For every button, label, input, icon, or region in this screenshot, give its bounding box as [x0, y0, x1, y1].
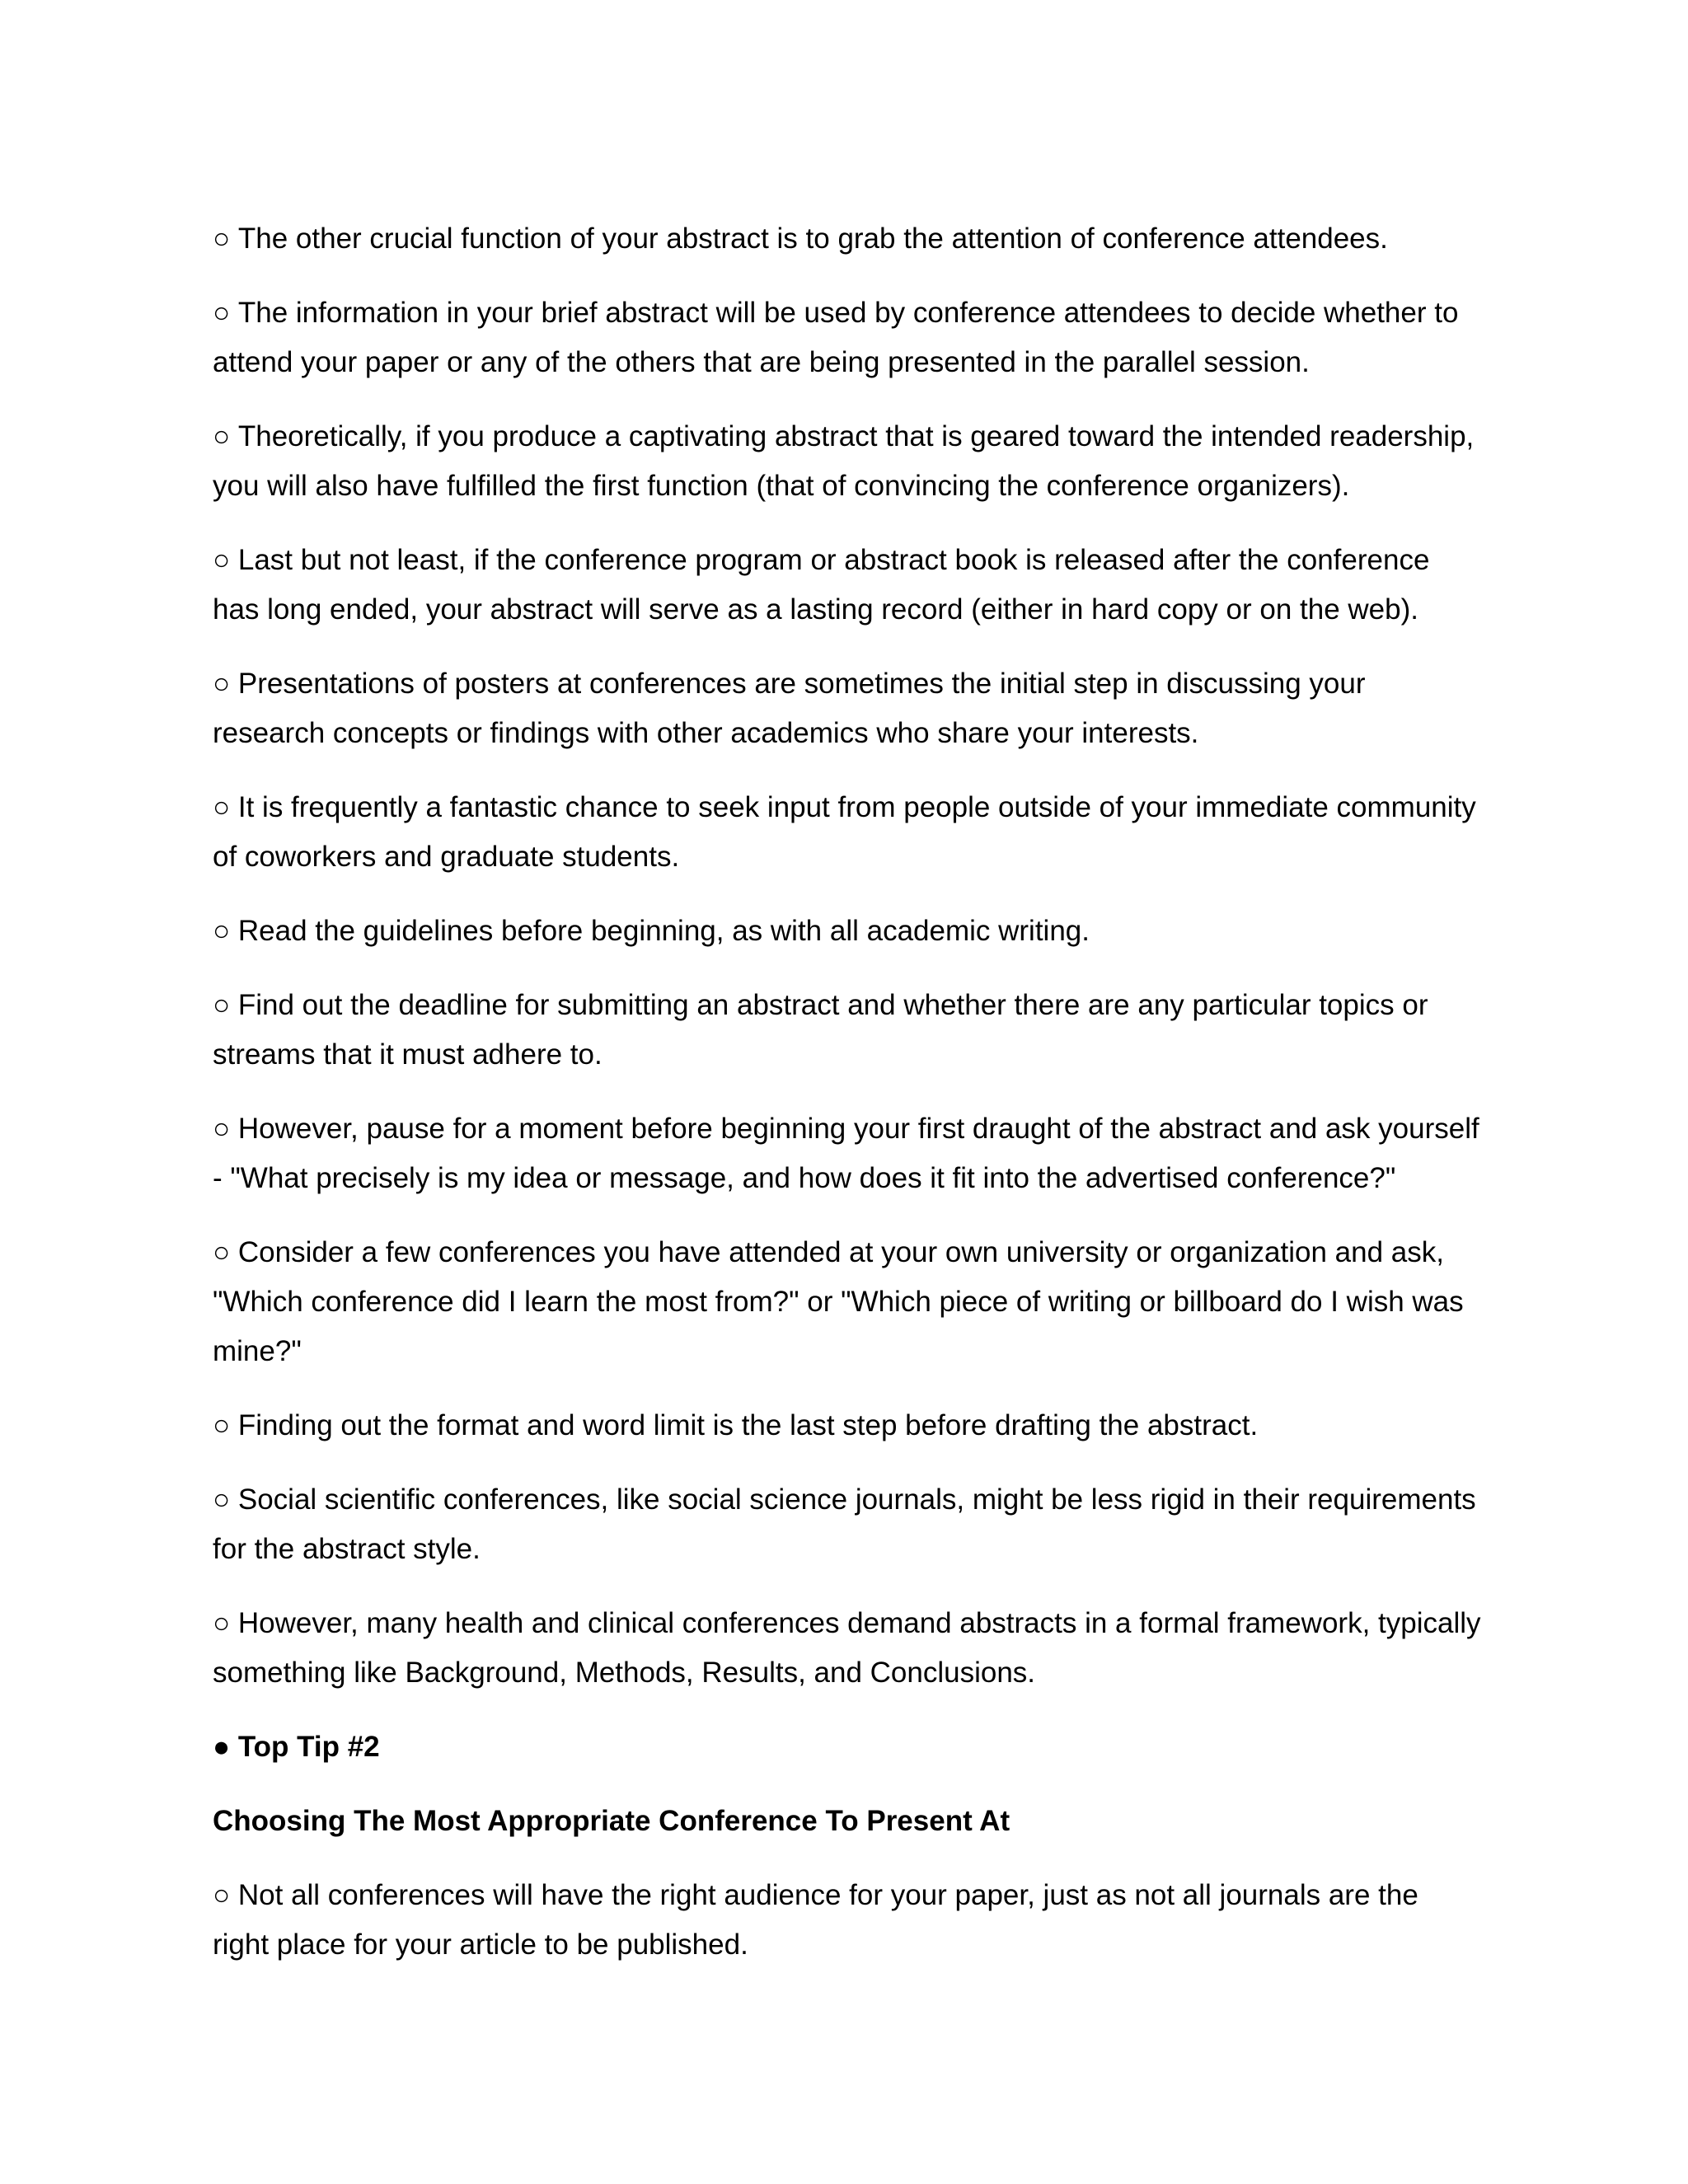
bullet-paragraph: ○ Last but not least, if the conference program or abstract book is released after the conference has long ended, your abstract will serve as a lasting record (either in hard copy or on the web).	[213, 536, 1482, 635]
bullet-paragraph: ○ Not all conferences will have the right audience for your paper, just as not all journals are the right place for your article to be published.	[213, 1871, 1482, 1970]
bullet-paragraph: ○ Finding out the format and word limit is the last step before drafting the abstract.	[213, 1401, 1482, 1451]
bullet-paragraph: ○ The other crucial function of your abstract is to grab the attention of conference attendees.	[213, 214, 1482, 264]
bullet-paragraph: ○ However, many health and clinical conferences demand abstracts in a formal framework, typically something like Background, Methods, Results, and Conclusions.	[213, 1599, 1482, 1698]
bullet-paragraph: ○ Presentations of posters at conferences are sometimes the initial step in discussing your research concepts or findings with other academics who share your interests.	[213, 659, 1482, 758]
bullet-paragraph: ○ Consider a few conferences you have attended at your own university or organization and ask, "Which conference did I learn the most from?" or "Which piece of writing or billboard do I wish was mine?"	[213, 1228, 1482, 1376]
bullet-paragraph: ○ Read the guidelines before beginning, as with all academic writing.	[213, 907, 1482, 956]
document-page	[213, 214, 1482, 1994]
bullet-paragraph: ○ Theoretically, if you produce a captivating abstract that is geared toward the intended readership, you will also have fulfilled the first function (that of convincing the conference organizers).	[213, 412, 1482, 511]
bullet-paragraph: ○ The information in your brief abstract will be used by conference attendees to decide whether to attend your paper or any of the others that are being presented in the parallel session.	[213, 288, 1482, 387]
bullet-paragraph: ○ However, pause for a moment before beginning your first draught of the abstract and ask yourself - "What precisely is my idea or message, and how does it fit into the advertised conference?"	[213, 1104, 1482, 1203]
bullet-paragraph: ○ It is frequently a fantastic chance to seek input from people outside of your immediate community of coworkers and graduate students.	[213, 783, 1482, 882]
bullet-paragraph: ○ Find out the deadline for submitting an abstract and whether there are any particular topics or streams that it must adhere to.	[213, 981, 1482, 1080]
bullet-paragraph: ○ Social scientific conferences, like social science journals, might be less rigid in their requirements for the abstract style.	[213, 1475, 1482, 1574]
tip-heading: ● Top Tip #2	[213, 1722, 1482, 1772]
section-heading: Choosing The Most Appropriate Conference To Present At	[213, 1805, 1010, 1837]
